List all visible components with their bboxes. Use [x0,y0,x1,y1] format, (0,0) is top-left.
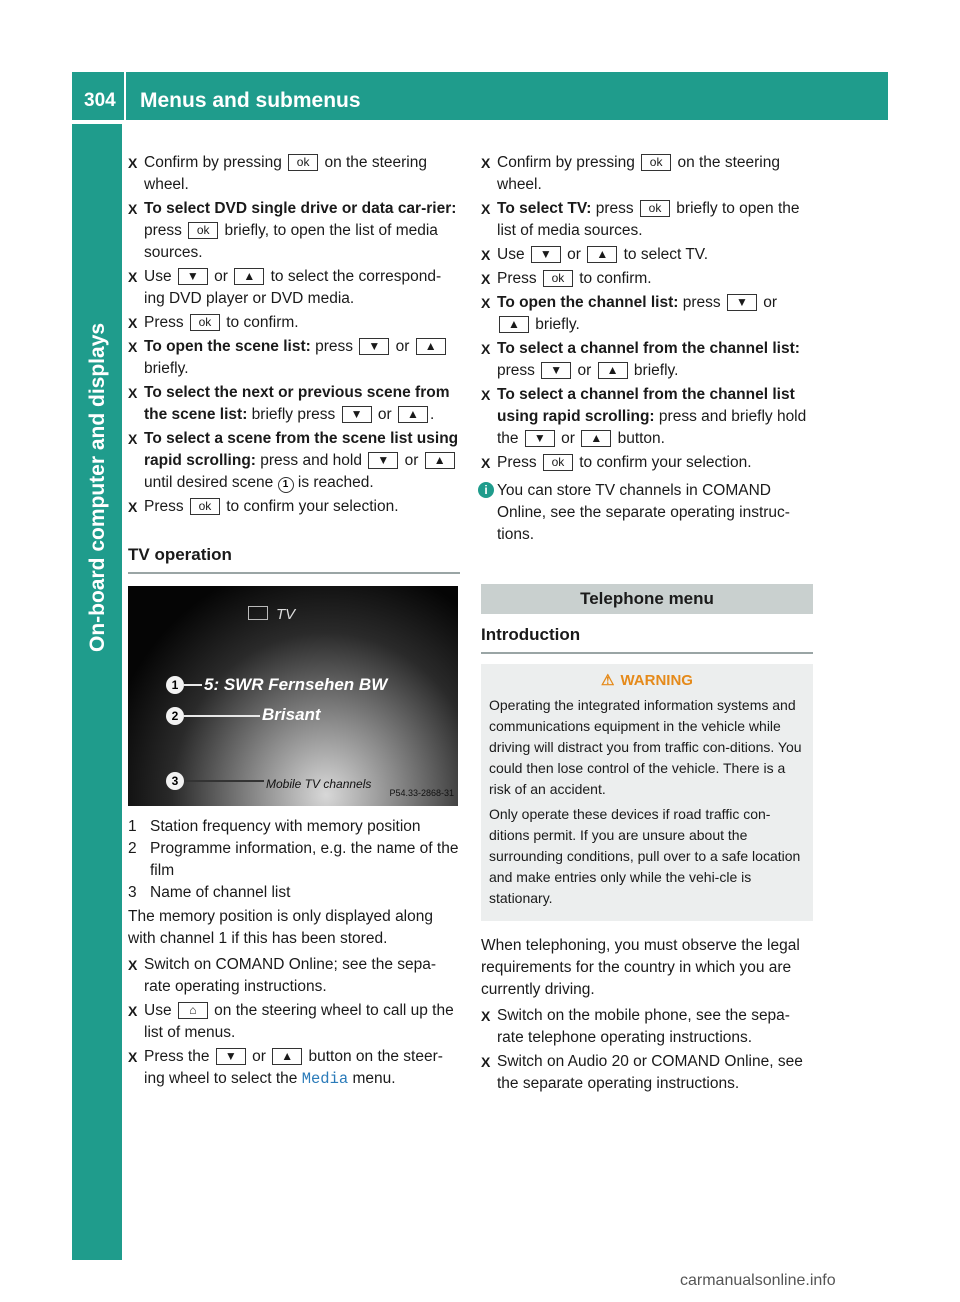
callout-ref: 1 [218,930,228,947]
up-key-icon: ▲ [234,268,264,285]
step-use-arrows-tv [481,244,813,266]
callout-1: 1 [166,676,184,694]
step-text: Use [144,268,176,285]
ok-key-icon: ok [288,154,318,171]
step-text: Press the [144,1048,214,1065]
info-text: You can store TV channels in COMAND Online, see the separate operating instruc-tions. [497,482,790,543]
step-select-tv [481,198,813,242]
section-title: Menus and submenus [140,89,361,112]
image-code: P54.33-2868-31 [389,788,454,798]
step-text: Use [497,246,529,263]
step-text: press [144,222,187,239]
arrow-icon: X [128,1003,138,1019]
step-press-ok-right [481,268,813,290]
arrow-icon: X [481,295,491,311]
warning-triangle-icon: ⚠ [601,672,615,689]
para-text: The memory position is only displayed along with channel [128,908,433,947]
step-text: on the steering wheel. [497,154,780,193]
ok-key-icon: ok [543,270,573,287]
legend-text: Station frequency with memory position [150,818,421,835]
tv-programme-text: Brisant [262,705,321,724]
telephone-menu-heading: Telephone menu [481,584,813,614]
up-key-icon: ▲ [398,406,428,423]
arrow-icon: X [128,1049,138,1065]
arrow-icon: X [481,341,491,357]
step-text: briefly press [247,406,340,423]
step-confirm-steering [128,152,460,196]
step-text: button. [613,430,665,447]
tv-operation-heading: TV operation [128,544,460,574]
arrow-icon: X [128,339,138,355]
up-key-icon: ▲ [598,362,628,379]
warning-box [481,664,813,921]
step-text: Press [144,314,188,331]
step-text: or [573,362,596,379]
step-rapid-scroll-scene [128,428,460,494]
step-text: to select TV. [619,246,709,263]
step-text: Press [497,270,541,287]
step-text: briefly. [629,362,679,379]
step-switch-on-comand [128,954,460,998]
telephoning-paragraph: When telephoning, you must observe the legal requirements for the country in which you are currently driving. [481,937,800,998]
step-text: press [678,294,725,311]
step-text: press and briefly hold the [497,408,807,447]
step-press-ok [128,312,460,334]
callout-3: 3 [166,772,184,790]
tv-screen-image [128,586,458,806]
step-text: briefly to open the list of media sources. [497,200,800,239]
memory-position-paragraph [128,906,460,950]
media-menu-label: Media [301,1070,349,1088]
arrow-icon: X [481,201,491,217]
up-key-icon: ▲ [425,452,455,469]
legend-num: 1 [128,818,137,835]
step-text: on the steering wheel to call up the list of menus. [144,1002,454,1041]
step-text: or [400,452,423,469]
up-key-icon: ▲ [272,1048,302,1065]
down-key-icon: ▼ [727,294,757,311]
step-text: . [429,406,435,423]
tv-top-label [248,604,295,626]
down-key-icon: ▼ [525,430,555,447]
ok-key-icon: ok [190,498,220,515]
warning-paragraph-2: Only operate these devices if road traffic con-ditions permit. If you are unsure about the surrounding conditions, pull over to a safe location and make entries only while the vehi-cle is stationary. [489,806,801,906]
legend-num: 3 [128,884,137,901]
ok-key-icon: ok [641,154,671,171]
callout-line [184,780,264,782]
warning-paragraph-1: Operating the integrated information systems and communications equipment in the vehicle while driving will distract you from traffic con-ditions. You could then lose control of the vehicle. There is a risk of an accident. [489,697,802,797]
step-switch-on-audio [481,1051,813,1095]
step-text: Press [144,498,188,515]
tv-station-text: 5: SWR Fernsehen BW [204,675,388,694]
step-text: briefly, to open the list of media sources. [144,222,438,261]
up-key-icon: ▲ [587,246,617,263]
step-text: to confirm. [221,314,299,331]
arrow-icon: X [128,499,138,515]
step-text: or [758,294,778,311]
step-select-next-scene [128,382,460,426]
step-open-channel-list [481,292,813,336]
arrow-icon: X [128,315,138,331]
step-bold: To select the next or previous scene from the scene list: [144,384,450,423]
info-note [481,480,813,546]
step-text: is reached. [293,474,374,491]
legend-item-3 [128,882,460,904]
step-text: press [497,362,540,379]
arrow-icon: X [128,201,138,217]
step-text: Switch on Audio 20 or COMAND Online, see the separate operating instructions. [497,1053,803,1092]
arrow-icon: X [128,957,138,973]
step-bold: To open the channel list: [497,294,679,311]
arrow-icon: X [128,155,138,171]
step-text: menu. [348,1070,396,1087]
side-label: On-board computer and displays [86,322,109,652]
step-confirm-steering-right [481,152,813,196]
arrow-icon: X [128,269,138,285]
step-text: Confirm by pressing [144,154,287,171]
step-text: Switch on the mobile phone, see the sepa-rate telephone operating instructions. [497,1007,790,1046]
step-text: or [556,430,580,447]
step-select-media [128,1046,460,1090]
right-column [481,152,813,1097]
down-key-icon: ▼ [342,406,372,423]
tv-label-text: TV [276,606,296,623]
step-bold: To select a channel from the channel list using rapid scrolling: [497,386,795,425]
page-number: 304 [84,90,116,111]
step-text: Use [144,1002,176,1019]
arrow-icon: X [481,455,491,471]
up-key-icon: ▲ [499,316,529,333]
step-text: to confirm your selection. [574,454,752,471]
step-text: briefly. [144,360,189,377]
step-text: on the steering wheel. [144,154,427,193]
legend-text: Name of channel list [150,884,291,901]
step-open-scene-list [128,336,460,380]
legend-text: Programme information, e.g. the name of the film [150,840,459,879]
arrow-icon: X [481,155,491,171]
left-column [128,152,460,1092]
step-text: to confirm. [574,270,652,287]
step-use-arrows [128,266,460,310]
legend-item-2 [128,838,460,882]
tv-channel-list-text: Mobile TV channels [266,777,372,791]
arrow-icon: X [481,1008,491,1024]
down-key-icon: ▼ [531,246,561,263]
step-text: press and hold [255,452,367,469]
step-select-dvd [128,198,460,264]
callout-1-icon: 1 [278,477,294,493]
callout-2: 2 [166,707,184,725]
step-use-home [128,1000,460,1044]
step-text: press [310,338,358,355]
step-switch-on-phone [481,1005,813,1049]
legend-item-1 [128,816,460,838]
step-bold: To select TV: [497,200,592,217]
step-text: Confirm by pressing [497,154,640,171]
step-text: to select the correspond-ing DVD player or DVD media. [144,268,442,307]
step-bold: To select a scene from the scene list using rapid scrolling: [144,430,459,469]
warning-title [489,670,805,691]
step-rapid-scroll-channel [481,384,813,450]
info-icon: i [478,482,494,498]
step-text: Press [497,454,541,471]
step-text: press [591,200,638,217]
step-bold: To select DVD single drive or data car-rier: [144,200,457,217]
ok-key-icon: ok [543,454,573,471]
arrow-icon: X [481,387,491,403]
step-bold: To open the scene list: [144,338,311,355]
arrow-icon: X [481,271,491,287]
side-label-wrap [76,132,120,652]
step-bold: To select a channel from the channel list: [497,340,800,357]
step-text: or [247,1048,271,1065]
step-text: to confirm your selection. [221,498,399,515]
para-text: if this has been stored. [227,930,388,947]
step-text: or [209,268,233,285]
step-text: or [391,338,414,355]
down-key-icon: ▼ [368,452,398,469]
legend-num: 2 [128,840,137,857]
warning-title-text: WARNING [620,672,693,689]
callout-line [184,715,260,717]
up-key-icon: ▲ [581,430,611,447]
watermark: carmanualsonline.info [680,1272,836,1289]
arrow-icon: X [481,247,491,263]
arrow-icon: X [481,1054,491,1070]
ok-key-icon: ok [190,314,220,331]
step-select-channel [481,338,813,382]
introduction-heading: Introduction [481,624,813,654]
step-text: or [373,406,396,423]
step-confirm-selection [128,496,460,518]
step-text: or [562,246,586,263]
step-text: button on the steer-ing wheel to select the [144,1048,443,1087]
down-key-icon: ▼ [541,362,571,379]
up-key-icon: ▲ [416,338,446,355]
ok-key-icon: ok [188,222,218,239]
arrow-icon: X [128,431,138,447]
step-confirm-selection-right [481,452,813,474]
down-key-icon: ▼ [359,338,389,355]
ok-key-icon: ok [640,200,670,217]
step-text: briefly. [531,316,580,333]
step-text: until desired scene [144,474,278,491]
callout-line [184,684,202,686]
tv-icon [248,606,268,620]
home-key-icon: ⌂ [178,1002,208,1019]
down-key-icon: ▼ [216,1048,246,1065]
down-key-icon: ▼ [178,268,208,285]
header-separator [124,72,126,120]
arrow-icon: X [128,385,138,401]
step-text: Switch on COMAND Online; see the sepa-rate operating instructions. [144,956,437,995]
